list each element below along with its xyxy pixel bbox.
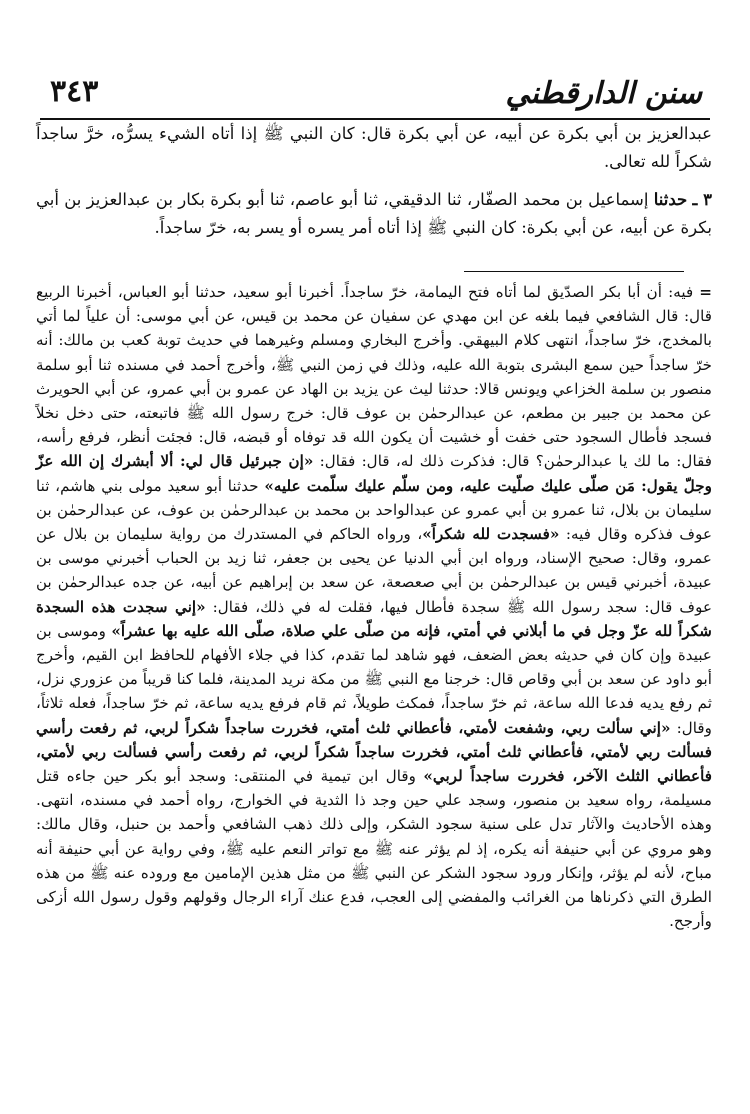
footnote [36, 280, 712, 933]
footnote-text: وقال ابن تيمية في المنتقى: وسجد أبو بكر حين جاءه قتل مسيلمة، رواه سعيد بن منصور، وسجد علي حين وجد ذا الثدية في الخوارج، رواه أحمد في مسنده، انتهى. وهذه الأحاديث والآثار تدل على سنية سجود الشكر، وإلى ذلك ذهب الشافعي وأحمد بن حنبل، وقال مالك: وهو مروي عن أبي حنيفة أنه يكره، إذ لم يؤثر عنه ﷺ مع تواتر النعم عليه ﷺ، وفي رواية عن أبي حنيفة أنه مباح، لأنه لم يؤثر، وإنكار ورود سجود الشكر عن النبي ﷺ من مثل هذين الإمامين مع وروده عنه ﷺ من هذه الطرق التي ذكرناها من الغرائب والمفضي إلى العجب، فدع عنك آراء الرجال وقولهم وقول رسول الله أزكى وأرجح. [36, 767, 712, 931]
footnote-text: ، ورواه الحاكم في المستدرك من رواية سليمان بن بلال عن عمرو، وقال: صحيح الإسناد، ورواه ابن أبي الدنيا عن يحيى بن جعفر، ثنا زيد بن الحباب أخبرني موسى بن عبيدة، أخبرني قيس بن عبدالرحمٰن بن أبي صعصعة، عن سعد بن إبراهيم عن أبيه، عن جده عبدالرحمٰن بن عوف قال: سجد رسول الله ﷺ سجدة فأطال فيها، فقلت له في ذلك، فقال: [36, 525, 713, 616]
footnote-paragraph [36, 280, 712, 933]
main-text [36, 120, 712, 252]
footnote-text: فيه: أن أبا بكر الصدّيق لما أتاه فتح اليمامة، خرّ ساجداً. أخبرنا أبو سعيد، حدثنا أبو العباس، أخبرنا الربيع قال: قال الشافعي فيما بلغه عن ابن مهدي عن سفيان عن محمد بن قيس، عن أبي موسى: أن علياً لما أتي بالمخدج، خرّ ساجداً، انتهى كلام البيهقي. وأخرج البخاري ومسلم وغيرهما في حديث توبة كعب بن مالك: أنه خرّ ساجداً حين سمع البشرى بتوبة الله عليه، وذلك في زمن النبي ﷺ، وأخرج أحمد في مسنده ثنا أبو سلمة منصور بن سلمة الخزاعي ويونس قالا: حدثنا ليث عن يزيد بن الهاد عن عمرو بن أبي عمرو، عن أبي الحويرث عن محمد بن جبير بن مطعم، عن عبدالرحمٰن بن عوف قال: خرج رسول الله ﷺ فاتبعته، حتى دخل نخلاً فسجد فأطال السجود حتى خفت أو خشيت أن يكون الله قد توفاه أو قبضه، قال: فجئت أنظر، فرفع رأسه، فقال: ما لك يا عبدالرحمٰن؟ قال: فذكرت ذلك له، قال: فقال: [36, 283, 713, 471]
running-title: سنن الدارقطني [505, 76, 702, 111]
footnote-rule [464, 271, 684, 272]
page-header [40, 68, 710, 128]
hadith-text: عبدالعزيز بن أبي بكرة عن أبيه، عن أبي بكرة قال: كان النبي ﷺ إذا أتاه الشيء يسرُّه، خرَّ ساجداً شكراً لله تعالى. [36, 124, 712, 171]
hadith-paragraph-2 [36, 186, 712, 242]
footnote-continuation-mark: = [699, 283, 712, 301]
hadith-lead-word: حدثنا [653, 190, 688, 209]
hadith-paragraph-1 [36, 120, 712, 176]
footnote-text: حدثنا أبو سعيد مولى بني هاشم، ثنا سليمان بن بلال، ثنا عمرو بن أبي عمرو عن عبدالواحد بن محمد بن عبدالرحمٰن بن عوف، عن عبدالرحمٰن بن عوف فذكره وقال فيه: [36, 476, 713, 544]
footnote-text: وموسى بن عبيدة وإن كان في حديثه بعض الضعف، فهو شاهد لما تقدم، كذا في جلاء الأفهام للحافظ ابن القيم، وأخرج أبو داود عن سعد بن أبي وقاص قال: خرجنا مع النبي ﷺ من مكة نريد المدينة، فلما كنا قريباً من عزوري نزل، ثم رفع يديه فدعا الله ساعة، ثم خرّ ساجداً، فمكث طويلاً، ثم قام فرفع يديه ساعة، ثم خرّ ساجداً، فعله ثلاثاً، وقال: [36, 621, 712, 737]
page-number: ٣٤٣ [50, 74, 99, 109]
hadith-text: إسماعيل بن محمد الصفّار، ثنا الدقيقي، ثنا أبو عاصم، ثنا أبو بكرة بكار بن عبدالعزيز بن أبي بكرة عن أبيه، عن أبي بكرة: كان النبي ﷺ إذا أتاه أمر يسره أو يسر به، خرّ ساجداً. [36, 190, 712, 237]
footnote-quote: «إن جبرئيل قال لي: ألا أبشرك إن الله عزّ وجلّ يقول: مَن صلّى عليك صلّيت عليه، ومن سلّم عليك سلّمت عليه» [36, 452, 712, 495]
hadith-number: ٣ ـ [692, 190, 713, 209]
footnote-quote: «إني سألت ربي، وشفعت لأمتي، فأعطاني ثلث أمتي، فخررت ساجداً شكراً لربي، ثم رفعت رأسي فسألت ربي لأمتي، فأعطاني ثلث أمتي، فخررت ساجداً شكراً لربي، ثم رفعت رأسي فسألت ربي لأمتي، فأعطاني الثلث الآخر، فخررت ساجداً لربي» [36, 718, 713, 786]
footnote-quote: «فسجدت لله شكراً» [422, 525, 560, 544]
footnote-quote: «إني سجدت هذه السجدة شكراً لله عزّ وجل في ما أبلاني في أمتي، فإنه من صلّى علي صلاة، صلّى الله عليه بها عشراً» [36, 597, 712, 640]
